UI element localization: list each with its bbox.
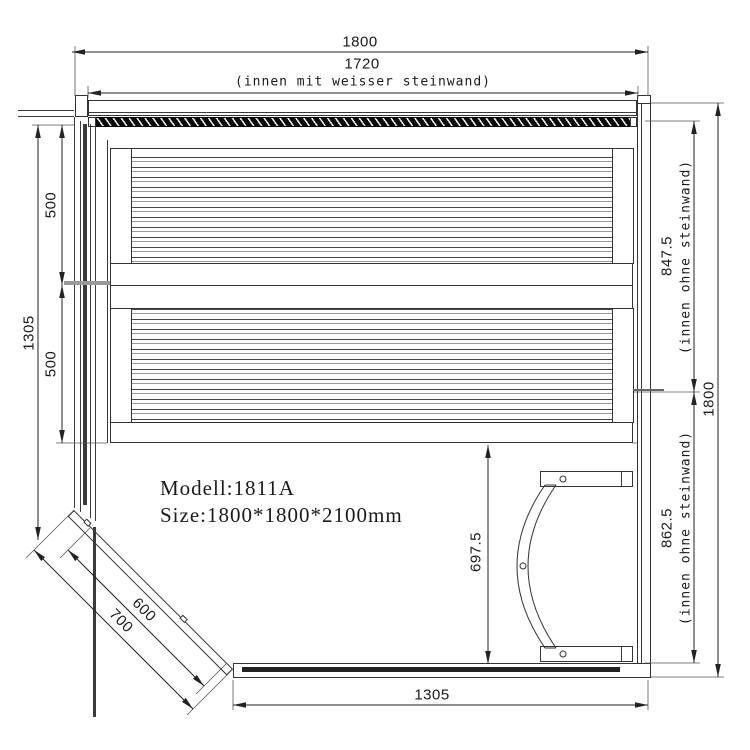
dim-door-diagonal: 700: [105, 605, 137, 637]
dim-left-wall: 1305: [20, 315, 38, 351]
dim-bottom-inner: 1305: [414, 686, 450, 704]
dim-line-door-700: [34, 550, 193, 709]
backrest-screw-holes: [520, 476, 566, 657]
dim-right-overall: 1800: [700, 381, 718, 417]
dim-left-bench-upper: 500: [42, 191, 60, 219]
dim-line-door-600: [68, 550, 204, 686]
dim-door-opening: 600: [128, 594, 160, 626]
dim-top-inner-note: (innen mit weisser steinwand): [235, 74, 491, 90]
dim-left-bench-lower: 500: [42, 350, 60, 378]
dim-right-lower: 862.5: [658, 507, 676, 549]
dim-top-inner: 1720: [344, 55, 380, 73]
dim-right-upper: 847.5: [658, 235, 676, 277]
model-label: Modell:1811A: [160, 476, 295, 500]
dim-top-overall: 1800: [342, 33, 378, 51]
dim-right-upper-note: (innen ohne steinwand): [678, 159, 694, 355]
dim-floor-depth: 697.5: [467, 531, 485, 573]
size-label: Size:1800*1800*2100mm: [160, 503, 403, 527]
dim-right-lower-note: (innen ohne steinwand): [678, 430, 694, 626]
extension-lines: [26, 46, 724, 715]
